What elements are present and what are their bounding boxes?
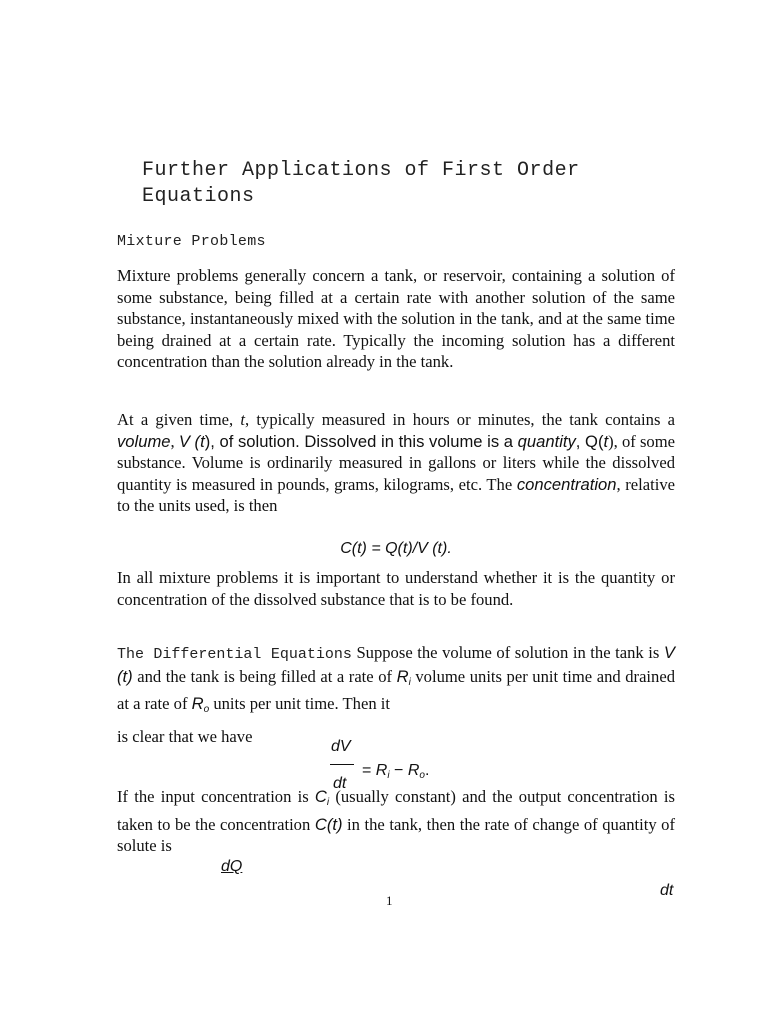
equation-concentration: C(t) = Q(t)/V (t). [340,540,452,557]
eq2-numerator: dV [331,738,351,755]
page-number: 1 [386,893,393,908]
eq3-numerator: dQ [221,858,243,875]
paragraph-intro: Mixture problems generally concern a tank, or reservoir, containing a solution of some substance, being filled at a certain rate with another solution of the same substance, instantaneously mixed with the solution in the tank, and at the same time being drained at a certain rate. Typically the incoming solution has a different concentration than the solution already in the tank. [117,266,675,372]
eq2-fraction-bar [330,764,354,765]
eq2-denominator: dt [333,775,347,792]
eq2-rhs: = $R_i - R_o$. [362,762,430,781]
eq3-denominator: dt [660,882,674,899]
page-title [142,158,702,210]
subsection-heading: The Differential Equations [117,646,352,663]
paragraph-definitions: At a given time, t, typically measured in hours or minutes, the tank contains a volume, V (t), of solution. Dissolved in this volume is a quantity, Q(t), of some substance. Volume is ordinarily measured in gallons or liters while the dissolved quantity is measured in pounds, grams, kilograms, etc. The concentration, relative to the units used, is then [117,410,676,516]
section-heading: Mixture Problems [117,233,266,250]
paragraph-input-concentration: If the input concentration is $C_i$ (usually constant) and the output concentration is taken to be the concentration C(t) in the tank, then the rate of change of quantity of solute is [117,787,676,856]
title-line-2: Equations [142,185,255,208]
paragraph-clear-that: is clear that we have [117,727,253,746]
title-line-1: Further Applications of First Order [142,159,580,182]
paragraph-differential: The Differential Equations Suppose the volume of solution in the tank is V (t) and the tank is being filled at a rate of $R_i$ volume units per unit time and drained at a rate of $R_o$ units per unit time. Then it [117,643,675,716]
paragraph-quantity-note: In all mixture problems it is important to understand whether it is the quantity or concentration of the dissolved substance that is to be found. [117,568,675,609]
